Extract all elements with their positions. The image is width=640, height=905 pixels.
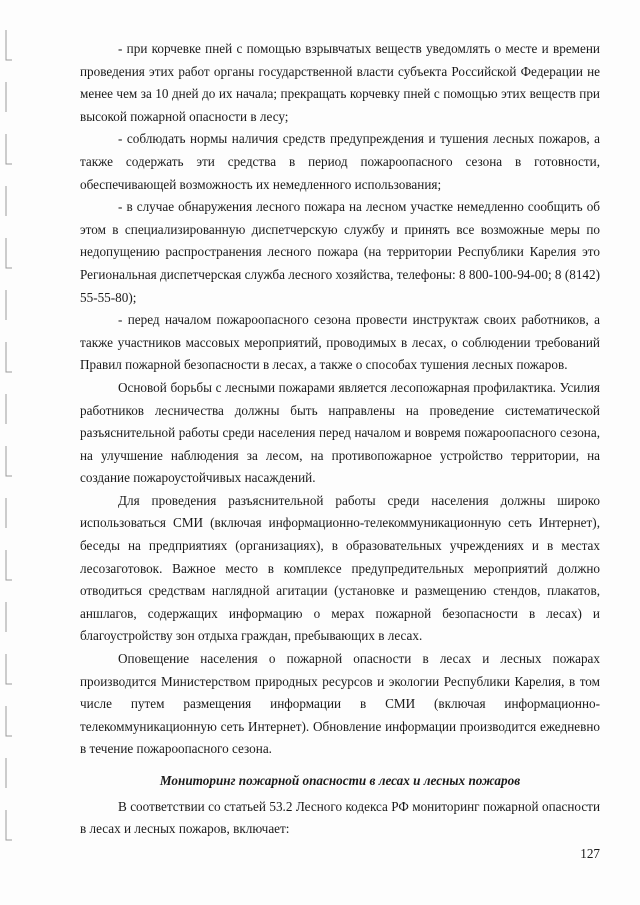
paragraph: Для проведения разъяснительной работы среди населения должны широко использоваться СМИ (включая информационно-телекоммуникационную сеть Интернет), беседы на предприятиях (организациях), в образовательных учреждениях и в местах лесозаготовок. Важное место в комплексе предупредительных мероприятий должно отводиться средствам наглядной агитации (установке и размещению стендов, плакатов, аншлагов, содержащих информацию о мерах пожарной безопасности в лесах) и благоустройству зон отдыха граждан, пребывающих в лесах.	[80, 492, 600, 644]
page-number: 127	[580, 846, 600, 861]
paragraph: Основой борьбы с лесными пожарами является лесопожарная профилактика. Усилия работников лесничества должны быть направлены на проведение систематической разъяснительной работы среди населения перед началом и вовремя пожароопасного сезона, на улучшение наблюдения за лесом, на противопожарное устройство территории, на создание пожароустойчивых насаждений.	[80, 379, 600, 486]
paragraph: Оповещение населения о пожарной опасности в лесах и лесных пожарах производится Министерством природных ресурсов и экологии Республики Карелия, в том числе путем размещения информации в СМИ (включая информационно-телекоммуникационную сеть Интернет). Обновление информации производится ежедневно в течение пожароопасного сезона.	[80, 651, 600, 757]
paragraph: - при корчевке пней с помощью взрывчатых веществ уведомлять о месте и времени проведения этих работ органы государственной власти субъекта Российской Федерации не менее чем за 10 дней до их начала; прекращать корчевку пней с помощью этих веществ при высокой пожарной опасности в лесу;	[80, 41, 600, 124]
binding-hole-marks	[0, 20, 24, 880]
paragraph: - перед началом пожароопасного сезона провести инструктаж своих работников, а также участников массовых мероприятий, проводимых в лесах, о соблюдении требований Правил пожарной безопасности в лесах, а также о способах тушения лесных пожаров.	[80, 312, 600, 373]
paragraph: - соблюдать нормы наличия средств предупреждения и тушения лесных пожаров, а также содержать эти средства в период пожароопасного сезона в готовности, обеспечивающей возможность их немедленного использования;	[80, 131, 600, 192]
paragraph: В соответствии со статьей 53.2 Лесного кодекса РФ мониторинг пожарной опасности в лесах и лесных пожаров, включает:	[80, 798, 600, 837]
section-heading: Мониторинг пожарной опасности в лесах и лесных пожаров	[159, 773, 521, 788]
document-body	[80, 38, 600, 841]
paragraph: - в случае обнаружения лесного пожара на лесном участке немедленно сообщить об этом в специализированную диспетчерскую службу и принять все возможные меры по недопущению распространения лесного пожара (на территории Республики Карелия это Региональная диспетчерская служба лесного хозяйства, телефоны: 8 800-100-94-00; 8 (8142) 55-55-80);	[80, 199, 600, 305]
